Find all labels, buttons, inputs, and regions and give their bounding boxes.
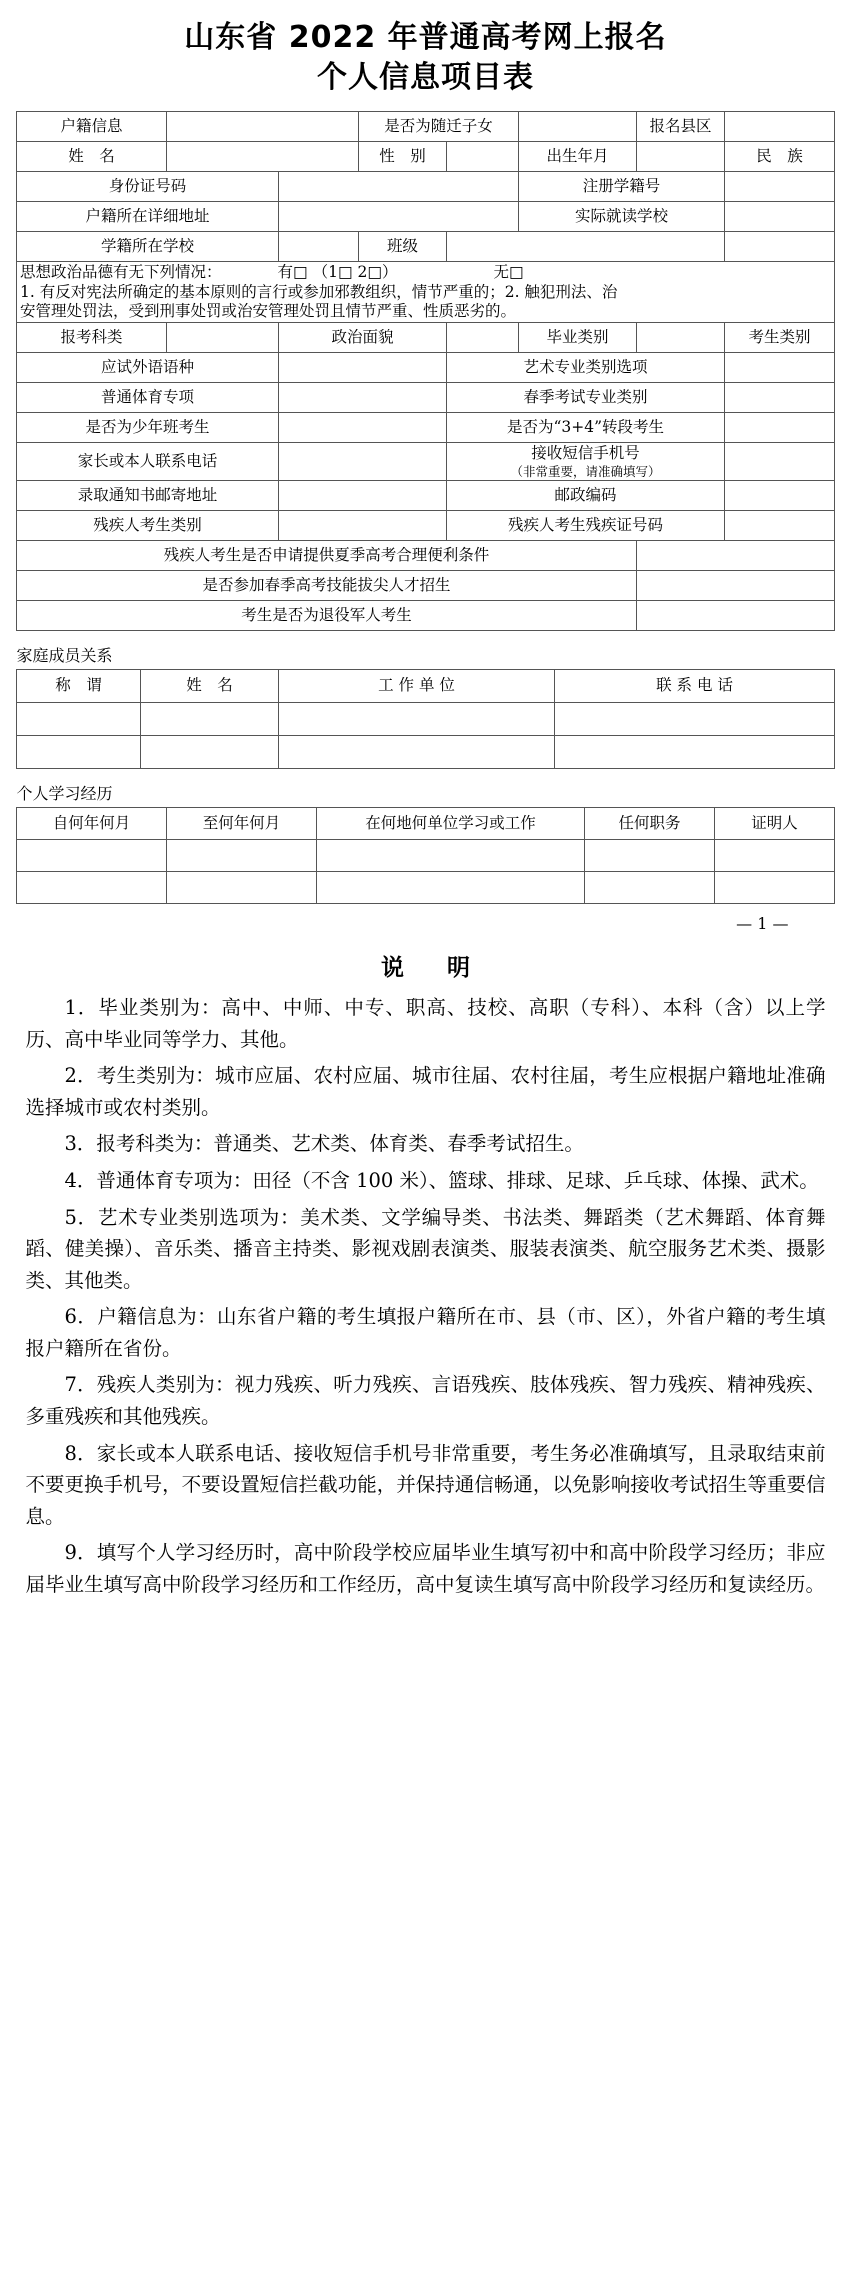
instruction-item-3: 3．报考科类为：普通类、艺术类、体育类、春季考试招生。 [64, 1132, 584, 1156]
label-graduation-category: 毕业类别 [519, 323, 637, 353]
table-row-registered-school [17, 232, 835, 262]
label-candidate-category: 考生类别 [725, 323, 835, 353]
family-header-phone: 联 系 电 话 [555, 670, 835, 703]
instruction-item-2: 2．考生类别为：城市应届、农村应届、城市往届、农村往届，考生应根据户籍地址准确选择城市或农村类别。 [25, 1064, 826, 1119]
label-registered-school: 学籍所在学校 [17, 232, 279, 262]
study-cell-to-date[interactable] [167, 872, 317, 904]
value-sms-phone[interactable] [725, 443, 835, 481]
table-row [17, 703, 835, 736]
label-postal-code: 邮政编码 [447, 481, 725, 511]
value-art-major-option[interactable] [725, 353, 835, 383]
value-spring-talent-admission[interactable] [637, 571, 835, 601]
political-conduct-option-yes[interactable]: 有□ （1□ 2□） [277, 263, 398, 282]
value-youth-class-candidate[interactable] [279, 413, 447, 443]
value-exam-category[interactable] [167, 323, 279, 353]
label-youth-class-candidate: 是否为少年班考生 [17, 413, 279, 443]
family-section-caption: 家庭成员关系 [16, 646, 113, 666]
family-header-row [17, 670, 835, 703]
political-conduct-prompt-line [20, 263, 831, 282]
instruction-item-6: 6．户籍信息为：山东省户籍的考生填报户籍所在市、县（市、区），外省户籍的考生填报户籍所在省份。 [25, 1305, 826, 1360]
value-class-extra[interactable] [725, 232, 835, 262]
personal-info-table [16, 111, 835, 631]
table-row [17, 872, 835, 904]
political-conduct-detail-line-2: 安管理处罚法，受到刑事处罚或治安管理处罚且情节严重、性质恶劣的。 [20, 301, 517, 320]
title-line-1: 山东省 2022 年普通高考网上报名 [184, 20, 667, 55]
value-contact-phone[interactable] [279, 443, 447, 481]
table-row-spring-talent-admission [17, 571, 835, 601]
title-line-2: 个人信息项目表 [317, 59, 534, 95]
political-conduct-prompt: 思想政治品德有无下列情况： [20, 263, 222, 282]
value-spring-exam-major[interactable] [725, 383, 835, 413]
page-title [16, 18, 835, 97]
table-row [17, 736, 835, 769]
study-cell-witness[interactable] [715, 840, 835, 872]
value-disability-category[interactable] [279, 511, 447, 541]
political-conduct-detail-line-1: 1. 有反对宪法所确定的基本原则的言行或参加邪教组织，情节严重的；2. 触犯刑法、治 [20, 282, 618, 301]
study-cell-from-date[interactable] [17, 840, 167, 872]
instruction-item-4: 4．普通体育专项为：田径（不含 100 米）、篮球、排球、足球、乒乓球、体操、武术。 [64, 1168, 819, 1192]
table-row-veteran-candidate [17, 601, 835, 631]
value-household-address[interactable] [279, 202, 519, 232]
value-name[interactable] [167, 142, 359, 172]
label-registration-county: 报名县区 [637, 112, 725, 142]
family-cell-name[interactable] [141, 703, 279, 736]
study-cell-to-date[interactable] [167, 840, 317, 872]
table-row [17, 840, 835, 872]
family-cell-phone[interactable] [555, 736, 835, 769]
label-student-registration-number: 注册学籍号 [519, 172, 725, 202]
family-cell-relation[interactable] [17, 703, 141, 736]
value-admission-mailing-address[interactable] [279, 481, 447, 511]
label-name: 姓 名 [17, 142, 167, 172]
study-header-position: 任何职务 [585, 808, 715, 840]
label-sms-phone-main: 接收短信手机号 [531, 444, 640, 463]
table-row-foreign-language [17, 353, 835, 383]
study-cell-place-unit[interactable] [317, 840, 585, 872]
instruction-item-9: 9．填写个人学习经历时，高中阶段学校应届毕业生填写初中和高中阶段学习经历；非应届毕业生填写高中阶段学习经历和工作经历，高中复读生填写高中阶段学习经历和复读经历。 [25, 1541, 826, 1596]
label-veteran-candidate: 考生是否为退役军人考生 [17, 601, 637, 631]
family-cell-phone[interactable] [555, 703, 835, 736]
label-id-number: 身份证号码 [17, 172, 279, 202]
family-members-table [16, 669, 835, 769]
table-row-disability-accommodation [17, 541, 835, 571]
label-birth-date: 出生年月 [519, 142, 637, 172]
study-cell-witness[interactable] [715, 872, 835, 904]
value-three-plus-four-candidate[interactable] [725, 413, 835, 443]
value-political-status[interactable] [447, 323, 519, 353]
value-foreign-language[interactable] [279, 353, 447, 383]
political-conduct-option-no[interactable]: 无□ [493, 263, 524, 282]
value-actual-school[interactable] [725, 202, 835, 232]
study-section-caption: 个人学习经历 [16, 784, 113, 804]
study-cell-position[interactable] [585, 840, 715, 872]
value-disability-certificate-number[interactable] [725, 511, 835, 541]
table-row-youth-class [17, 413, 835, 443]
study-cell-place-unit[interactable] [317, 872, 585, 904]
page-number: — 1 — [736, 914, 789, 934]
family-cell-workplace[interactable] [279, 736, 555, 769]
table-row-disability-category [17, 511, 835, 541]
label-admission-mailing-address: 录取通知书邮寄地址 [17, 481, 279, 511]
label-exam-category: 报考科类 [17, 323, 167, 353]
instruction-item-5: 5．艺术专业类别选项为：美术类、文学编导类、书法类、舞蹈类（艺术舞蹈、体育舞蹈、健美操）、音乐类、播音主持类、影视戏剧表演类、服装表演类、航空服务艺术类、摄影类、其他类。 [25, 1205, 826, 1292]
value-household-info[interactable] [167, 112, 359, 142]
table-row-id-number [17, 172, 835, 202]
table-row-sports-specialty [17, 383, 835, 413]
label-foreign-language: 应试外语语种 [17, 353, 279, 383]
label-migrant-child: 是否为随迁子女 [359, 112, 519, 142]
family-header-relation: 称 谓 [17, 670, 141, 703]
study-header-to-date: 至何年何月 [167, 808, 317, 840]
label-disability-accommodation: 残疾人考生是否申请提供夏季高考合理便利条件 [17, 541, 637, 571]
value-registration-county[interactable] [725, 112, 835, 142]
instructions-list [26, 992, 826, 1600]
family-cell-relation[interactable] [17, 736, 141, 769]
table-row-household-address [17, 202, 835, 232]
value-registered-school[interactable] [279, 232, 359, 262]
value-graduation-category[interactable] [637, 323, 725, 353]
political-conduct-block [17, 262, 835, 323]
value-disability-accommodation[interactable] [637, 541, 835, 571]
table-row-contact-phone [17, 443, 835, 481]
label-art-major-option: 艺术专业类别选项 [447, 353, 725, 383]
value-migrant-child[interactable] [519, 112, 637, 142]
label-three-plus-four-candidate: 是否为“3+4”转段考生 [447, 413, 725, 443]
label-gender: 性 别 [359, 142, 447, 172]
label-sms-phone-note: （非常重要，请准确填写） [510, 463, 661, 479]
instruction-item-7: 7．残疾人类别为：视力残疾、听力残疾、言语残疾、肢体残疾、智力残疾、精神残疾、多重残疾和其他残疾。 [25, 1373, 826, 1428]
family-cell-workplace[interactable] [279, 703, 555, 736]
label-sports-specialty: 普通体育专项 [17, 383, 279, 413]
label-disability-certificate-number: 残疾人考生残疾证号码 [447, 511, 725, 541]
value-student-registration-number[interactable] [725, 172, 835, 202]
value-postal-code[interactable] [725, 481, 835, 511]
study-experience-table [16, 807, 835, 904]
family-header-workplace: 工 作 单 位 [279, 670, 555, 703]
table-row-political-conduct [17, 262, 835, 323]
instruction-item-8: 8．家长或本人联系电话、接收短信手机号非常重要，考生务必准确填写，且录取结束前不要更换手机号，不要设置短信拦截功能，并保持通信畅通，以免影响接收考试招生等重要信息。 [25, 1441, 826, 1528]
label-class: 班级 [359, 232, 447, 262]
label-disability-category: 残疾人考生类别 [17, 511, 279, 541]
study-header-witness: 证明人 [715, 808, 835, 840]
label-household-address: 户籍所在详细地址 [17, 202, 279, 232]
value-veteran-candidate[interactable] [637, 601, 835, 631]
instructions-heading: 说 明 [381, 955, 480, 982]
instruction-item-1: 1．毕业类别为：高中、中师、中专、职高、技校、高职（专科）、本科（含）以上学历、高中毕业同等学力、其他。 [25, 996, 826, 1051]
value-id-number[interactable] [279, 172, 519, 202]
label-contact-phone: 家长或本人联系电话 [17, 443, 279, 481]
value-birth-date[interactable] [637, 142, 725, 172]
table-row-household [17, 112, 835, 142]
label-household-info: 户籍信息 [17, 112, 167, 142]
value-sports-specialty[interactable] [279, 383, 447, 413]
study-cell-position[interactable] [585, 872, 715, 904]
table-row-mailing-address [17, 481, 835, 511]
family-cell-name[interactable] [141, 736, 279, 769]
value-gender[interactable] [447, 142, 519, 172]
label-sms-phone [447, 443, 725, 481]
study-header-row [17, 808, 835, 840]
label-spring-exam-major: 春季考试专业类别 [447, 383, 725, 413]
label-ethnicity: 民 族 [725, 142, 835, 172]
label-actual-school: 实际就读学校 [519, 202, 725, 232]
table-row-name [17, 142, 835, 172]
study-cell-from-date[interactable] [17, 872, 167, 904]
value-class[interactable] [447, 232, 725, 262]
label-spring-talent-admission: 是否参加春季高考技能拔尖人才招生 [17, 571, 637, 601]
family-header-name: 姓 名 [141, 670, 279, 703]
study-header-from-date: 自何年何月 [17, 808, 167, 840]
label-political-status: 政治面貌 [279, 323, 447, 353]
study-header-place-unit: 在何地何单位学习或工作 [317, 808, 585, 840]
table-row-exam-category [17, 323, 835, 353]
